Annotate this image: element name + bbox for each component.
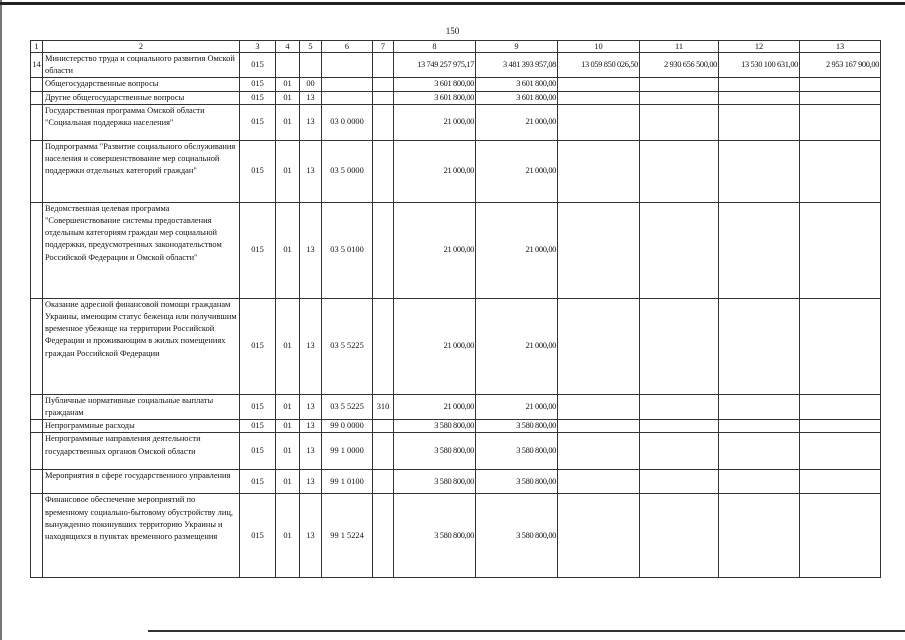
amount-col-9: 21 000,00 [476, 202, 558, 298]
code-section: 01 [276, 394, 300, 419]
code-target-article: 99 1 0100 [322, 470, 373, 494]
amount-col-11 [640, 433, 719, 470]
code-section [276, 53, 300, 78]
amount-col-12 [719, 104, 800, 140]
amount-col-9: 3 601 800,00 [476, 78, 558, 91]
amount-col-8: 3 580 800,00 [394, 494, 476, 578]
code-ministry: 015 [240, 91, 276, 104]
table-row [31, 53, 881, 78]
code-ministry: 015 [240, 104, 276, 140]
amount-col-12: 13 530 100 631,00 [719, 53, 800, 78]
table-row [31, 78, 881, 91]
row-number [31, 91, 43, 104]
code-section: 01 [276, 470, 300, 494]
col-header-9: 9 [476, 41, 558, 53]
code-expense-type [373, 420, 394, 433]
code-target-article: 03 5 0100 [322, 202, 373, 298]
row-number [31, 298, 43, 394]
item-name: Мероприятия в сфере государственного управления [43, 470, 240, 494]
code-subsection: 00 [300, 78, 322, 91]
amount-col-13 [800, 470, 881, 494]
table-row [31, 202, 881, 298]
amount-col-13 [800, 140, 881, 202]
col-header-7: 7 [373, 41, 394, 53]
code-expense-type [373, 202, 394, 298]
code-ministry: 015 [240, 470, 276, 494]
code-section: 01 [276, 298, 300, 394]
code-subsection: 13 [300, 104, 322, 140]
code-section: 01 [276, 420, 300, 433]
amount-col-13 [800, 394, 881, 419]
amount-col-11 [640, 470, 719, 494]
col-header-5: 5 [300, 41, 322, 53]
amount-col-12 [719, 420, 800, 433]
row-number [31, 420, 43, 433]
code-section: 01 [276, 140, 300, 202]
code-section: 01 [276, 433, 300, 470]
code-target-article: 03 5 0000 [322, 140, 373, 202]
amount-col-10 [558, 298, 640, 394]
amount-col-9: 3 580 800,00 [476, 494, 558, 578]
code-subsection: 13 [300, 494, 322, 578]
amount-col-10: 13 059 850 026,50 [558, 53, 640, 78]
amount-col-10 [558, 433, 640, 470]
budget-table [30, 40, 881, 578]
amount-col-10 [558, 91, 640, 104]
amount-col-13 [800, 104, 881, 140]
code-expense-type [373, 298, 394, 394]
col-header-1: 1 [31, 41, 43, 53]
amount-col-11 [640, 202, 719, 298]
amount-col-9: 21 000,00 [476, 298, 558, 394]
code-target-article [322, 53, 373, 78]
col-header-8: 8 [394, 41, 476, 53]
amount-col-12 [719, 470, 800, 494]
amount-col-8: 21 000,00 [394, 298, 476, 394]
code-expense-type [373, 53, 394, 78]
code-ministry: 015 [240, 433, 276, 470]
table-row [31, 298, 881, 394]
code-expense-type [373, 104, 394, 140]
table-row [31, 420, 881, 433]
amount-col-10 [558, 494, 640, 578]
code-expense-type [373, 433, 394, 470]
amount-col-8: 21 000,00 [394, 202, 476, 298]
col-header-12: 12 [719, 41, 800, 53]
code-section: 01 [276, 104, 300, 140]
amount-col-11 [640, 91, 719, 104]
item-name: Финансовое обеспечение мероприятий по временному социально-бытовому обустройству лиц, вынужденно покинувших территорию Украины и находящихся в пунктах временного размещения [43, 494, 240, 578]
amount-col-13 [800, 433, 881, 470]
amount-col-10 [558, 104, 640, 140]
col-header-13: 13 [800, 41, 881, 53]
col-header-11: 11 [640, 41, 719, 53]
amount-col-11 [640, 420, 719, 433]
amount-col-9: 3 580 800,00 [476, 420, 558, 433]
amount-col-13 [800, 298, 881, 394]
row-number [31, 104, 43, 140]
code-subsection [300, 53, 322, 78]
amount-col-12 [719, 140, 800, 202]
code-section: 01 [276, 78, 300, 91]
amount-col-8: 3 580 800,00 [394, 470, 476, 494]
code-target-article: 03 5 5225 [322, 394, 373, 419]
code-expense-type [373, 470, 394, 494]
page-number: 150 [445, 26, 460, 36]
amount-col-9: 3 580 800,00 [476, 470, 558, 494]
item-name: Непрограммные расходы [43, 420, 240, 433]
amount-col-12 [719, 202, 800, 298]
amount-col-10 [558, 78, 640, 91]
col-header-4: 4 [276, 41, 300, 53]
amount-col-11: 2 930 656 500,00 [640, 53, 719, 78]
row-number [31, 433, 43, 470]
row-number [31, 140, 43, 202]
table-row [31, 433, 881, 470]
item-name: Непрограммные направления деятельности государственных органов Омской области [43, 433, 240, 470]
item-name: Министерство труда и социального развития Омской области [43, 53, 240, 78]
amount-col-11 [640, 104, 719, 140]
amount-col-10 [558, 420, 640, 433]
code-target-article: 99 0 0000 [322, 420, 373, 433]
amount-col-9: 21 000,00 [476, 394, 558, 419]
item-name: Оказание адресной финансовой помощи гражданам Украины, имеющим статус беженца или получившим временное убежище на территории Российской Федерации и проживающим в жилых помещениях граждан Российской Федерации [43, 298, 240, 394]
amount-col-10 [558, 394, 640, 419]
table-row [31, 91, 881, 104]
item-name: Другие общегосударственные вопросы [43, 91, 240, 104]
amount-col-12 [719, 298, 800, 394]
amount-col-11 [640, 494, 719, 578]
item-name: Ведомственная целевая программа "Совершенствование системы предоставления отдельным категориям граждан мер социальной поддержки, предусмотренных законодательством Российской Федерации и Омской области" [43, 202, 240, 298]
amount-col-8: 21 000,00 [394, 394, 476, 419]
code-target-article [322, 78, 373, 91]
amount-col-11 [640, 394, 719, 419]
code-subsection: 13 [300, 140, 322, 202]
amount-col-13 [800, 494, 881, 578]
code-expense-type [373, 78, 394, 91]
amount-col-13: 2 953 167 900,00 [800, 53, 881, 78]
amount-col-13 [800, 420, 881, 433]
code-ministry: 015 [240, 78, 276, 91]
code-target-article [322, 91, 373, 104]
table-row [31, 394, 881, 419]
scan-left-edge [0, 0, 2, 640]
amount-col-9: 21 000,00 [476, 140, 558, 202]
item-name: Государственная программа Омской области "Социальная поддержка населения" [43, 104, 240, 140]
code-subsection: 13 [300, 420, 322, 433]
amount-col-8: 3 601 800,00 [394, 78, 476, 91]
amount-col-10 [558, 140, 640, 202]
amount-col-12 [719, 433, 800, 470]
amount-col-11 [640, 140, 719, 202]
amount-col-11 [640, 298, 719, 394]
item-name: Публичные нормативные социальные выплаты гражданам [43, 394, 240, 419]
code-ministry: 015 [240, 394, 276, 419]
code-target-article: 99 1 0000 [322, 433, 373, 470]
code-expense-type: 310 [373, 394, 394, 419]
code-target-article: 03 0 0000 [322, 104, 373, 140]
amount-col-9: 3 481 393 957,08 [476, 53, 558, 78]
row-number [31, 78, 43, 91]
col-header-2: 2 [43, 41, 240, 53]
amount-col-8: 13 749 257 975,17 [394, 53, 476, 78]
col-header-6: 6 [322, 41, 373, 53]
col-header-10: 10 [558, 41, 640, 53]
table-row [31, 494, 881, 578]
code-ministry: 015 [240, 140, 276, 202]
row-number [31, 470, 43, 494]
code-subsection: 13 [300, 298, 322, 394]
code-expense-type [373, 494, 394, 578]
col-header-3: 3 [240, 41, 276, 53]
bottom-border-line [148, 630, 905, 632]
amount-col-9: 3 601 800,00 [476, 91, 558, 104]
amount-col-12 [719, 91, 800, 104]
amount-col-10 [558, 202, 640, 298]
code-expense-type [373, 140, 394, 202]
amount-col-11 [640, 78, 719, 91]
code-subsection: 13 [300, 202, 322, 298]
amount-col-8: 21 000,00 [394, 140, 476, 202]
table-row [31, 140, 881, 202]
row-number [31, 494, 43, 578]
table-row [31, 104, 881, 140]
code-target-article: 99 1 5224 [322, 494, 373, 578]
code-target-article: 03 5 5225 [322, 298, 373, 394]
amount-col-13 [800, 91, 881, 104]
amount-col-13 [800, 202, 881, 298]
amount-col-12 [719, 78, 800, 91]
item-name: Подпрограмма "Развитие социального обслуживания населения и совершенствование мер социальной поддержки отдельных категорий граждан" [43, 140, 240, 202]
code-subsection: 13 [300, 394, 322, 419]
row-number [31, 202, 43, 298]
row-number [31, 394, 43, 419]
table-row [31, 470, 881, 494]
code-ministry: 015 [240, 202, 276, 298]
code-ministry: 015 [240, 420, 276, 433]
code-subsection: 13 [300, 433, 322, 470]
code-ministry: 015 [240, 298, 276, 394]
amount-col-8: 21 000,00 [394, 104, 476, 140]
code-ministry: 015 [240, 494, 276, 578]
amount-col-10 [558, 470, 640, 494]
amount-col-8: 3 601 800,00 [394, 91, 476, 104]
amount-col-9: 21 000,00 [476, 104, 558, 140]
top-border-line [0, 2, 905, 5]
amount-col-8: 3 580 800,00 [394, 420, 476, 433]
amount-col-8: 3 580 800,00 [394, 433, 476, 470]
code-section: 01 [276, 202, 300, 298]
code-section: 01 [276, 494, 300, 578]
code-subsection: 13 [300, 470, 322, 494]
amount-col-9: 3 580 800,00 [476, 433, 558, 470]
amount-col-12 [719, 394, 800, 419]
amount-col-12 [719, 494, 800, 578]
code-section: 01 [276, 91, 300, 104]
column-number-row [31, 41, 881, 53]
code-expense-type [373, 91, 394, 104]
amount-col-13 [800, 78, 881, 91]
row-number: 14 [31, 53, 43, 78]
item-name: Общегосударственные вопросы [43, 78, 240, 91]
code-subsection: 13 [300, 91, 322, 104]
code-ministry: 015 [240, 53, 276, 78]
